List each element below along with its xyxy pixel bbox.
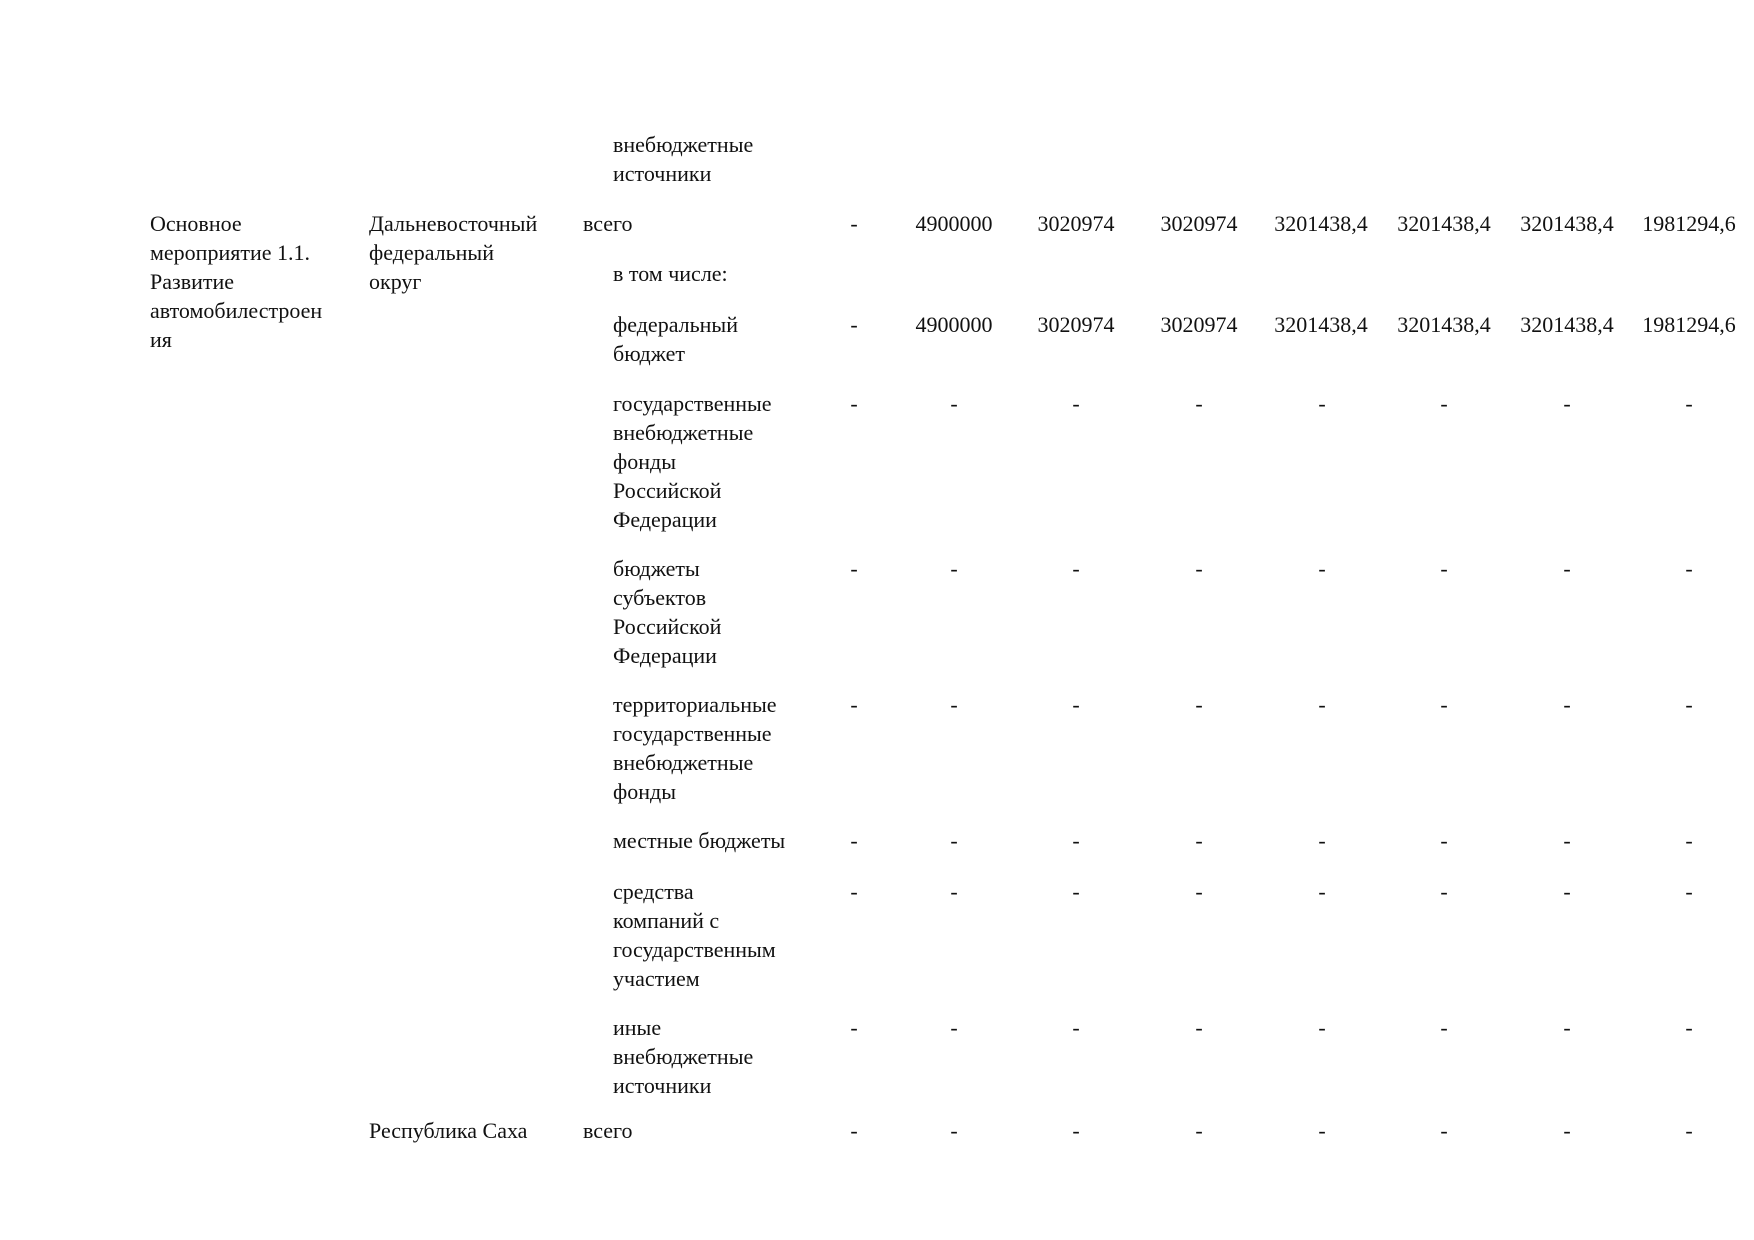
row-source: иные внебюджетные источники bbox=[613, 1015, 754, 1098]
cell-value: - bbox=[850, 828, 858, 853]
cell-value: - bbox=[1072, 692, 1080, 717]
cell-value: - bbox=[1195, 391, 1203, 416]
cell-value: - bbox=[1072, 556, 1080, 581]
cell-value: - bbox=[1563, 1015, 1571, 1040]
cell-value: - bbox=[1195, 692, 1203, 717]
cell-value: - bbox=[1072, 828, 1080, 853]
district-name-line: федеральный bbox=[369, 240, 494, 265]
cell-value: 3020974 bbox=[1160, 211, 1238, 236]
cell-value: - bbox=[1440, 828, 1448, 853]
row-source: всего bbox=[583, 211, 633, 236]
cell-value: - bbox=[950, 1118, 958, 1143]
measure-name-line: Развитие bbox=[150, 269, 235, 294]
row-source: в том числе: bbox=[613, 261, 728, 286]
cell-value: - bbox=[950, 391, 958, 416]
cell-value: - bbox=[1563, 391, 1571, 416]
cell-value: - bbox=[850, 692, 858, 717]
cell-value: 3020974 bbox=[1160, 312, 1238, 337]
cell-value: - bbox=[1318, 391, 1326, 416]
row-source: бюджеты субъектов Российской Федерации bbox=[613, 556, 722, 668]
cell-value: - bbox=[1685, 1015, 1693, 1040]
cell-value: - bbox=[1685, 1118, 1693, 1143]
cell-value: - bbox=[1072, 879, 1080, 904]
district-name-line: Дальневосточный bbox=[369, 211, 538, 236]
cell-value: 3201438,4 bbox=[1274, 211, 1368, 236]
cell-value: - bbox=[1195, 828, 1203, 853]
cell-value: - bbox=[850, 556, 858, 581]
cell-value: - bbox=[1440, 692, 1448, 717]
cell-value: - bbox=[950, 1015, 958, 1040]
cell-value: - bbox=[1440, 1015, 1448, 1040]
region-name: Республика Саха bbox=[369, 1118, 528, 1143]
cell-value: 4900000 bbox=[915, 312, 993, 337]
cell-value: 3201438,4 bbox=[1520, 312, 1614, 337]
cell-value: - bbox=[1318, 556, 1326, 581]
cell-value: 1981294,6 bbox=[1642, 211, 1736, 236]
cell-value: - bbox=[850, 312, 858, 337]
cell-value: - bbox=[1318, 828, 1326, 853]
measure-name-line: ия bbox=[150, 327, 172, 352]
cell-value: - bbox=[1563, 879, 1571, 904]
cell-value: - bbox=[1563, 1118, 1571, 1143]
cell-value: - bbox=[1440, 556, 1448, 581]
cell-value: - bbox=[850, 1015, 858, 1040]
cell-value: - bbox=[1563, 828, 1571, 853]
measure-name-line: автомобилестроен bbox=[150, 298, 323, 323]
cell-value: - bbox=[1440, 879, 1448, 904]
cell-value: - bbox=[950, 556, 958, 581]
cell-value: - bbox=[1195, 1015, 1203, 1040]
top-fragment-source: внебюджетные источники bbox=[613, 132, 754, 186]
measure-name-line: мероприятие 1.1. bbox=[150, 240, 311, 265]
row-source: всего bbox=[583, 1118, 633, 1143]
cell-value: - bbox=[850, 879, 858, 904]
cell-value: - bbox=[1440, 391, 1448, 416]
cell-value: - bbox=[950, 879, 958, 904]
cell-value: - bbox=[850, 391, 858, 416]
cell-value: - bbox=[1685, 828, 1693, 853]
cell-value: - bbox=[850, 1118, 858, 1143]
cell-value: 4900000 bbox=[915, 211, 993, 236]
cell-value: - bbox=[1195, 879, 1203, 904]
cell-value: - bbox=[1072, 1118, 1080, 1143]
cell-value: - bbox=[1563, 556, 1571, 581]
cell-value: - bbox=[1685, 391, 1693, 416]
cell-value: 3201438,4 bbox=[1397, 312, 1491, 337]
cell-value: - bbox=[1318, 879, 1326, 904]
row-source: местные бюджеты bbox=[613, 828, 786, 853]
cell-value: - bbox=[1195, 556, 1203, 581]
measure-name-line: Основное bbox=[150, 211, 242, 236]
cell-value: 3020974 bbox=[1037, 312, 1115, 337]
cell-value: 3201438,4 bbox=[1397, 211, 1491, 236]
cell-value: - bbox=[1072, 391, 1080, 416]
cell-value: 3201438,4 bbox=[1274, 312, 1368, 337]
cell-value: - bbox=[1318, 1015, 1326, 1040]
cell-value: - bbox=[950, 828, 958, 853]
cell-value: - bbox=[1440, 1118, 1448, 1143]
cell-value: - bbox=[1685, 556, 1693, 581]
cell-value: 1981294,6 bbox=[1642, 312, 1736, 337]
cell-value: 3201438,4 bbox=[1520, 211, 1614, 236]
cell-value: - bbox=[1563, 692, 1571, 717]
row-source: территориальные государственные внебюджетные фонды bbox=[613, 692, 777, 804]
cell-value: 3020974 bbox=[1037, 211, 1115, 236]
cell-value: - bbox=[850, 211, 858, 236]
cell-value: - bbox=[1195, 1118, 1203, 1143]
district-name-line: округ bbox=[369, 269, 422, 294]
cell-value: - bbox=[1318, 692, 1326, 717]
cell-value: - bbox=[1072, 1015, 1080, 1040]
row-source: федеральный бюджет bbox=[613, 312, 738, 366]
row-source: средства компаний с государственным участием bbox=[613, 879, 776, 991]
cell-value: - bbox=[1685, 692, 1693, 717]
cell-value: - bbox=[950, 692, 958, 717]
cell-value: - bbox=[1318, 1118, 1326, 1143]
row-source: государственные внебюджетные фонды Российской Федерации bbox=[613, 391, 772, 532]
cell-value: - bbox=[1685, 879, 1693, 904]
